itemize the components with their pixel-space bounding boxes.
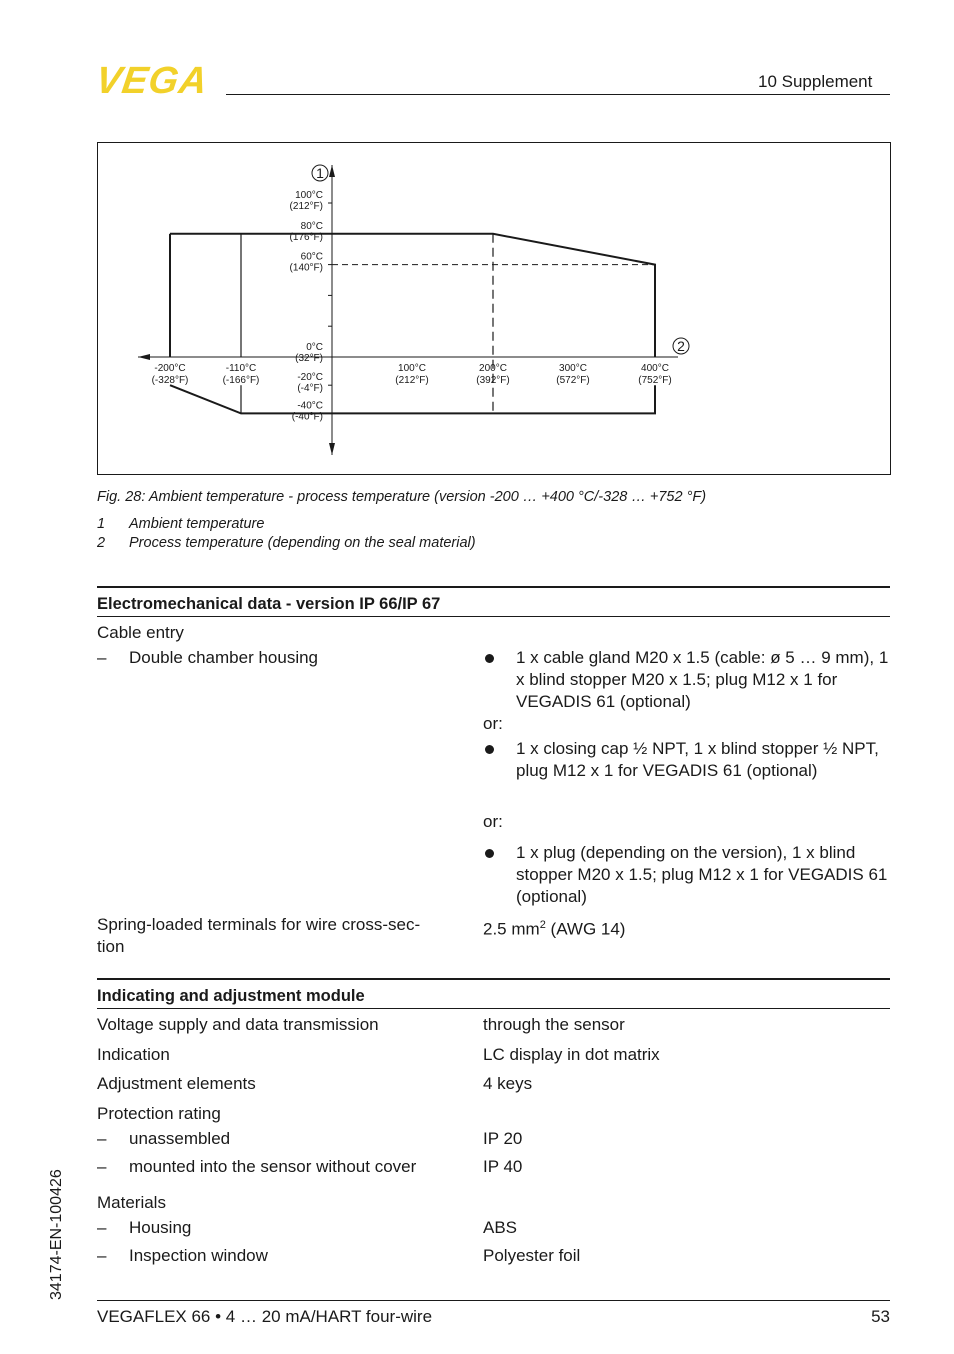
page-number: 53 xyxy=(871,1307,890,1326)
bullet-icon xyxy=(485,849,494,858)
dash: – xyxy=(97,648,107,667)
x-tick-label: -110°C xyxy=(225,363,257,374)
section-rule-bottom xyxy=(97,1008,890,1009)
series-line xyxy=(170,231,655,357)
or-label: or: xyxy=(483,812,503,831)
section-rule-top xyxy=(97,978,890,980)
dash: – xyxy=(97,1218,107,1237)
y-tick-sublabel: (140°F) xyxy=(289,262,323,274)
legend-item-2 xyxy=(97,535,476,551)
document-code: 34174-EN-100426 xyxy=(48,1169,65,1300)
legend-text: Process temperature (depending on the seal material) xyxy=(129,535,476,551)
double-chamber-label xyxy=(97,647,318,669)
x-tick-label: 400°C xyxy=(641,363,669,374)
bullet-icon xyxy=(485,745,494,754)
y-tick-sublabel: (176°F) xyxy=(289,231,323,243)
unassembled-text: unassembled xyxy=(129,1129,231,1148)
footer-product: VEGAFLEX 66 • 4 … 20 mA/HART four-wire xyxy=(97,1307,433,1326)
footer-rule xyxy=(97,1300,890,1301)
y-tick-label: 60°C xyxy=(300,251,323,263)
cable-entry-label: Cable entry xyxy=(97,623,184,642)
spec-label: Voltage supply and data transmission xyxy=(97,1015,379,1034)
y-tick-label: -40°C xyxy=(297,400,323,412)
x-tick-sublabel: (-328°F) xyxy=(151,375,189,386)
legend-num: 2 xyxy=(97,535,106,551)
inspection-window-text: Inspection window xyxy=(129,1246,268,1265)
double-chamber-text: Double chamber housing xyxy=(129,648,319,667)
y-tick-label: -20°C xyxy=(297,372,323,384)
mounted-value: IP 40 xyxy=(483,1157,523,1176)
figure-caption: Fig. 28: Ambient temperature - process temperature (version -200 … +400 °C/-328 … +752 °F) xyxy=(97,489,707,505)
section-header: 10 Supplement xyxy=(758,72,873,91)
x-tick-label: -200°C xyxy=(154,363,186,374)
spec-value: 4 keys xyxy=(483,1074,533,1093)
dash: – xyxy=(97,1246,107,1265)
protection-rating-label: Protection rating xyxy=(97,1104,221,1123)
cable-option-text: 1 x closing cap ½ NPT, 1 x blind stopper ½ NPT, plug M12 x 1 for VEGADIS 61 (optional) xyxy=(516,739,879,780)
x-tick-sublabel: (212°F) xyxy=(395,375,429,386)
spring-terminals-value xyxy=(483,914,625,941)
spec-value: through the sensor xyxy=(483,1015,625,1034)
spec-value: LC display in dot matrix xyxy=(483,1045,660,1064)
spring-value-tail: (AWG 14) xyxy=(545,919,626,939)
spec-label: Indication xyxy=(97,1045,170,1064)
y-tick-sublabel: (-40°F) xyxy=(291,411,323,423)
header-rule xyxy=(226,94,890,95)
housing-label xyxy=(97,1217,191,1239)
y-tick-label: 80°C xyxy=(300,220,323,232)
electro-section-title: Electromechanical data - version IP 66/IP 67 xyxy=(97,595,441,613)
x-tick-sublabel: (572°F) xyxy=(556,375,590,386)
x-tick-label: 300°C xyxy=(559,363,587,374)
x-tick-sublabel: (392°F) xyxy=(476,375,510,386)
callout-label: 1 xyxy=(316,165,324,181)
x-tick-label: 100°C xyxy=(398,363,426,374)
legend-num: 1 xyxy=(97,516,106,532)
y-tick-sublabel: (212°F) xyxy=(289,201,323,212)
unassembled-value: IP 20 xyxy=(483,1129,523,1148)
cable-option-1 xyxy=(483,647,893,713)
spring-value-main: 2.5 mm xyxy=(483,919,540,939)
dash: – xyxy=(97,1157,107,1176)
inspection-window-label xyxy=(97,1245,268,1267)
series-line xyxy=(170,385,655,413)
y-axis-arrow-up xyxy=(329,165,335,177)
spring-value-sup: 2 xyxy=(539,919,546,931)
vega-logo: VEGA xyxy=(93,60,211,102)
housing-value: ABS xyxy=(483,1218,518,1237)
cable-option-3 xyxy=(483,842,893,908)
mounted-label xyxy=(97,1156,416,1178)
dash: – xyxy=(97,1129,107,1148)
cable-option-text: 1 x cable gland M20 x 1.5 (cable: ø 5 … 9 mm), 1 x blind stopper M20 x 1.5; plug M12 x 1 for VEGADIS 61 (optional) xyxy=(516,648,889,711)
mounted-text: mounted into the sensor without cover xyxy=(129,1157,417,1176)
legend-text: Ambient temperature xyxy=(129,516,265,532)
housing-text: Housing xyxy=(129,1218,192,1237)
temperature-chart-frame xyxy=(97,142,891,475)
callout-label: 2 xyxy=(677,338,685,354)
y-tick-label: 0°C xyxy=(306,342,323,353)
or-label: or: xyxy=(483,714,503,733)
x-tick-label: 200°C xyxy=(479,363,507,374)
cable-option-2 xyxy=(483,738,893,782)
section-rule-top xyxy=(97,586,890,588)
spring-terminals-label-line-2: tion xyxy=(97,937,125,956)
spec-label: Adjustment elements xyxy=(97,1074,256,1093)
y-tick-sublabel: (-4°F) xyxy=(297,383,323,395)
x-axis-arrow-left xyxy=(138,354,150,360)
y-tick-label: 100°C xyxy=(295,190,323,201)
cable-option-text: 1 x plug (depending on the version), 1 x blind stopper M20 x 1.5; plug M12 x 1 for VEGADIS 61 (optional) xyxy=(516,843,888,906)
materials-label: Materials xyxy=(97,1193,166,1212)
temperature-chart xyxy=(98,143,890,474)
indicating-section-title: Indicating and adjustment module xyxy=(97,987,365,1005)
inspection-window-value: Polyester foil xyxy=(483,1246,581,1265)
bullet-icon xyxy=(485,654,494,663)
legend-item-1 xyxy=(97,516,264,532)
unassembled-label xyxy=(97,1128,230,1150)
y-tick-sublabel: (32°F) xyxy=(295,353,323,364)
section-rule-bottom xyxy=(97,616,890,617)
spring-terminals-label-line-1: Spring-loaded terminals for wire cross-sec- xyxy=(97,915,421,934)
y-axis-arrow-down xyxy=(329,443,335,455)
x-tick-sublabel: (752°F) xyxy=(638,375,672,386)
x-tick-sublabel: (-166°F) xyxy=(222,375,260,386)
